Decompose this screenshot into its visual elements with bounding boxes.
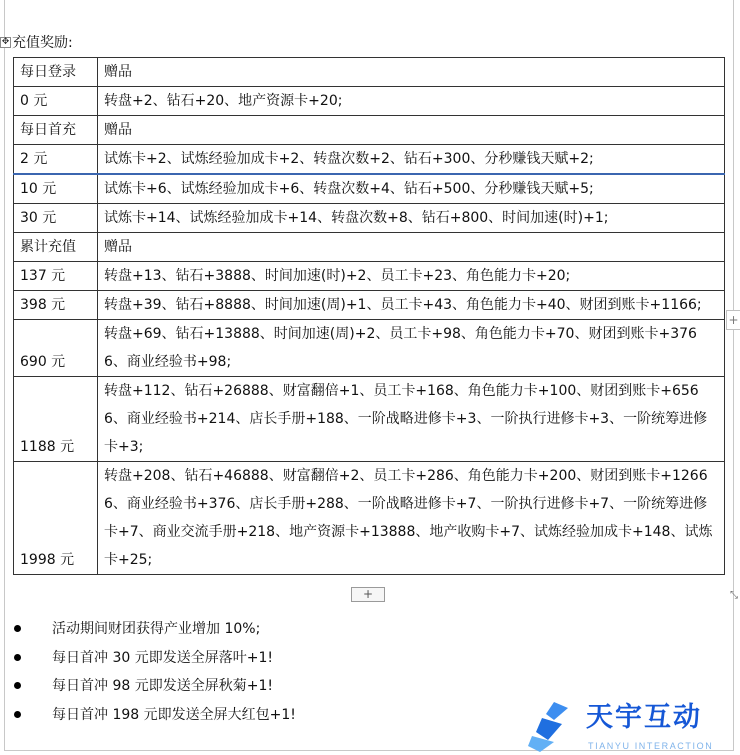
reward-cell: 转盘+2、钻石+20、地产资源卡+20; [98, 87, 725, 116]
table-resize-handle[interactable]: ⤡ [730, 590, 738, 601]
watermark-logo [524, 700, 734, 754]
amount-cell: 累计充值 [14, 233, 98, 262]
table-row [14, 233, 725, 262]
amount-cell: 2 元 [14, 145, 98, 175]
table-row [14, 174, 725, 204]
amount-cell: 每日登录 [14, 58, 98, 87]
bullet-icon [14, 625, 21, 632]
list-item [0, 616, 296, 645]
add-column-button[interactable]: + [726, 310, 740, 330]
amount-cell: 690 元 [14, 320, 98, 377]
amount-cell: 30 元 [14, 204, 98, 233]
bullet-icon [14, 654, 21, 661]
table-row [14, 87, 725, 116]
list-item [0, 702, 296, 731]
table-row [14, 291, 725, 320]
bullet-icon [14, 711, 21, 718]
logo-mark-icon [524, 700, 582, 754]
rewards-table [13, 57, 725, 575]
reward-cell: 赠品 [98, 116, 725, 145]
table-row [14, 320, 725, 377]
amount-cell: 137 元 [14, 262, 98, 291]
reward-cell: 转盘+69、钻石+13888、时间加速(周)+2、员工卡+98、角色能力卡+70、财团到账卡+3766、商业经验书+98; [98, 320, 725, 377]
note-text: 活动期间财团获得产业增加 10%; [52, 621, 261, 637]
amount-cell: 1998 元 [14, 462, 98, 575]
reward-cell: 转盘+13、钻石+3888、时间加速(时)+2、员工卡+23、角色能力卡+20; [98, 262, 725, 291]
table-row [14, 204, 725, 233]
table-row [14, 462, 725, 575]
amount-cell: 398 元 [14, 291, 98, 320]
reward-cell: 试炼卡+2、试炼经验加成卡+2、转盘次数+2、钻石+300、分秒赚钱天赋+2; [98, 145, 725, 175]
note-text: 每日首冲 98 元即发送全屏秋菊+1! [52, 678, 273, 695]
note-text: 每日首冲 198 元即发送全屏大红包+1! [52, 707, 296, 724]
table-row-selected [14, 145, 725, 175]
logo-name: 天宇互动 [586, 702, 702, 733]
amount-cell: 0 元 [14, 87, 98, 116]
add-row-button[interactable]: + [351, 587, 385, 602]
table-row [14, 58, 725, 87]
reward-cell: 试炼卡+14、试炼经验加成卡+14、转盘次数+8、钻石+800、时间加速(时)+1; [98, 204, 725, 233]
reward-cell: 转盘+112、钻石+26888、财富翻倍+1、员工卡+168、角色能力卡+100、财团到账卡+6566、商业经验书+214、店长手册+188、一阶战略进修卡+3、一阶执行进修卡+3、一阶统筹进修卡+3; [98, 377, 725, 462]
bullet-icon [14, 682, 21, 689]
list-item [0, 673, 296, 702]
note-text: 每日首冲 30 元即发送全屏落叶+1! [52, 649, 273, 666]
notes-list [0, 616, 296, 731]
reward-cell: 转盘+208、钻石+46888、财富翻倍+2、员工卡+286、角色能力卡+200、财团到账卡+12666、商业经验书+376、店长手册+288、一阶战略进修卡+7、一阶执行进修卡+7、一阶统筹进修卡+7、商业交流手册+218、地产资源卡+13888、地产收购卡+7、试炼经验加成卡+148、试炼卡+25; [98, 462, 725, 575]
amount-cell: 1188 元 [14, 377, 98, 462]
amount-cell: 每日首充 [14, 116, 98, 145]
section-heading: 充值奖励: [12, 35, 73, 51]
reward-cell: 转盘+39、钻石+8888、时间加速(周)+1、员工卡+43、角色能力卡+40、财团到账卡+1166; [98, 291, 725, 320]
logo-subtitle: TIANYU INTERACTION [588, 741, 714, 751]
table-row [14, 116, 725, 145]
amount-cell: 10 元 [14, 174, 98, 204]
table-row [14, 377, 725, 462]
reward-cell: 赠品 [98, 233, 725, 262]
table-row [14, 262, 725, 291]
reward-cell: 试炼卡+6、试炼经验加成卡+6、转盘次数+4、钻石+500、分秒赚钱天赋+5; [98, 174, 725, 204]
table-move-handle[interactable]: ✥ [1, 37, 10, 47]
list-item [0, 645, 296, 674]
reward-cell: 赠品 [98, 58, 725, 87]
